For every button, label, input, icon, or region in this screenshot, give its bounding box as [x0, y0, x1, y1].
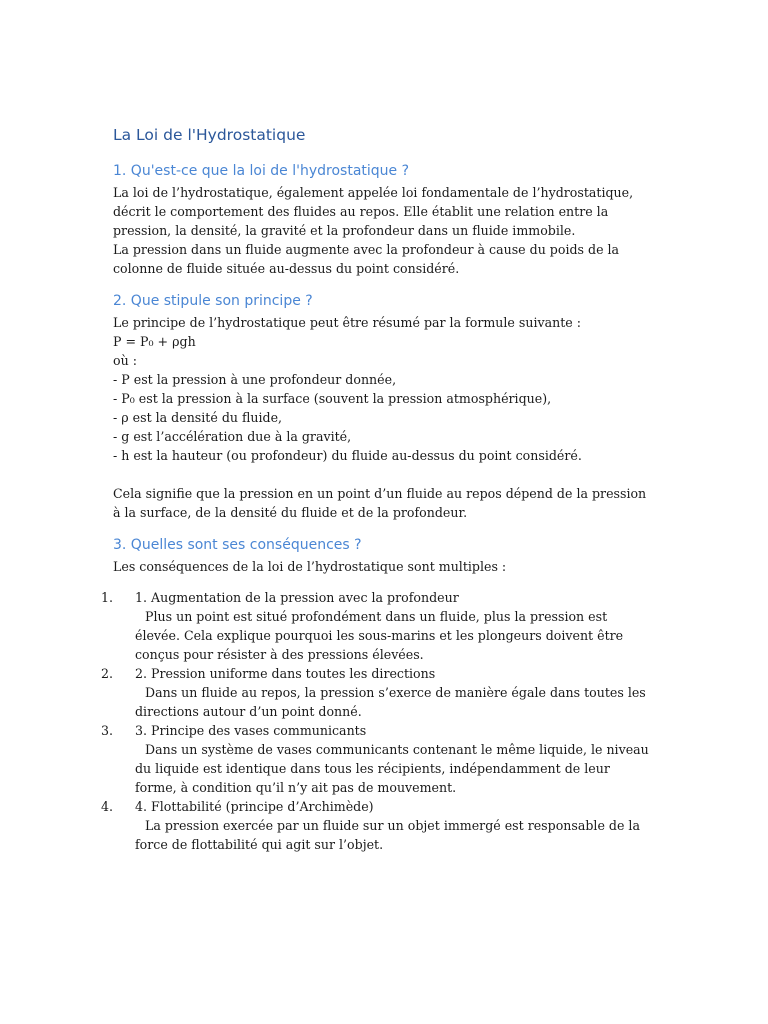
list-number: 2. — [101, 666, 114, 681]
formula: P = P₀ + ρgh — [113, 334, 196, 349]
section-consequences — [101, 535, 653, 854]
spacer — [113, 465, 653, 484]
list-number: 4. — [101, 799, 114, 814]
consequences-list — [101, 588, 653, 854]
list-item-title: 3. Principe des vases communicants — [135, 723, 367, 738]
list-item-title: 1. Augmentation de la pression avec la profondeur — [135, 590, 459, 605]
paragraph: Les conséquences de la loi de l’hydrostatique sont multiples : — [113, 559, 507, 574]
paragraph: où : — [113, 353, 137, 368]
section-principle — [113, 291, 653, 522]
list-item — [101, 588, 653, 664]
list-item — [101, 797, 653, 854]
paragraph: Cela signifie que la pression en un point d’un fluide au repos dépend de la pression à la surface, de la densité du fluide et de la profondeur. — [113, 486, 647, 520]
definition-item: - ρ est la densité du fluide, — [113, 410, 283, 425]
list-number: 3. — [101, 723, 114, 738]
section-definition — [113, 161, 653, 278]
list-item — [101, 664, 653, 721]
definition-item: - h est la hauteur (ou profondeur) du fluide au-dessus du point considéré. — [113, 448, 582, 463]
list-item-description: Dans un fluide au repos, la pression s’exerce de manière égale dans toutes les directions autour d’un point donné. — [135, 685, 646, 719]
definition-item: - g est l’accélération due à la gravité, — [113, 429, 352, 444]
list-item-description: La pression exercée par un fluide sur un objet immergé est responsable de la force de flottabilité qui agit sur l’objet. — [135, 818, 640, 852]
list-number: 1. — [101, 590, 114, 605]
definition-item: - P est la pression à une profondeur donnée, — [113, 372, 397, 387]
paragraph: La pression dans un fluide augmente avec la profondeur à cause du poids de la colonne de fluide située au-dessus du point considéré. — [113, 242, 620, 276]
section-heading: 1. Qu'est-ce que la loi de l'hydrostatique ? — [113, 163, 410, 179]
document-page — [101, 125, 653, 854]
section-heading: 2. Que stipule son principe ? — [113, 293, 313, 309]
list-item — [101, 721, 653, 797]
document-title: La Loi de l'Hydrostatique — [113, 126, 306, 144]
list-item-title: 4. Flottabilité (principe d’Archimède) — [135, 799, 374, 814]
list-item-description: Plus un point est situé profondément dans un fluide, plus la pression est élevée. Cela explique pourquoi les sous-marins et les plongeurs doivent être conçus pour résister à des pressions élevées. — [135, 609, 624, 662]
section-heading: 3. Quelles sont ses conséquences ? — [113, 537, 362, 553]
list-item-title: 2. Pression uniforme dans toutes les directions — [135, 666, 436, 681]
definition-item: - P₀ est la pression à la surface (souvent la pression atmosphérique), — [113, 391, 552, 406]
paragraph: La loi de l’hydrostatique, également appelée loi fondamentale de l’hydrostatique, décrit le comportement des fluides au repos. Elle établit une relation entre la pression, la densité, la gravité et la profondeur dans un fluide immobile. — [113, 185, 634, 238]
paragraph: Le principe de l’hydrostatique peut être résumé par la formule suivante : — [113, 315, 581, 330]
list-item-description: Dans un système de vases communicants contenant le même liquide, le niveau du liquide est identique dans tous les récipients, indépendamment de leur forme, à condition qu’il n’y ait pas de mouvement. — [135, 742, 649, 795]
